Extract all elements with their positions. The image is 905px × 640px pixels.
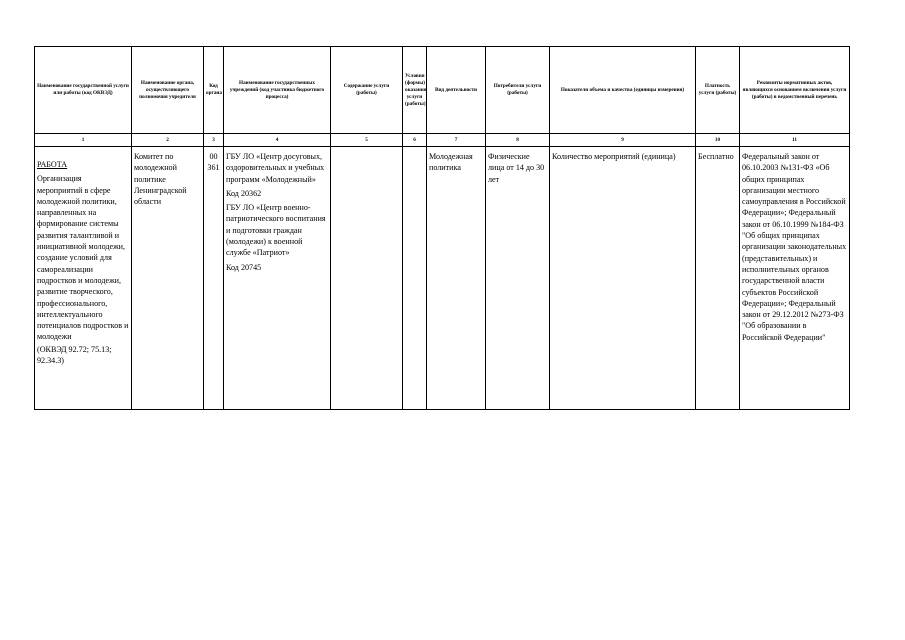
- header-activity: Вид деятельности: [427, 47, 486, 134]
- col-number: 3: [204, 134, 224, 147]
- organ-code-part: 00: [209, 152, 218, 161]
- institution-name: ГБУ ЛО «Центр военно-патриотического воспитания и подготовки граждан (молодежи) к военной службе «Патриот»: [226, 203, 326, 258]
- col-number: 10: [696, 134, 740, 147]
- service-okved-code: (ОКВЭД 92.72; 75.13; 92.34.3): [37, 344, 112, 366]
- col-number: 2: [132, 134, 204, 147]
- col-number: 1: [35, 134, 132, 147]
- col-number: 11: [740, 134, 850, 147]
- col-number: 9: [550, 134, 696, 147]
- cell-consumers: Физические лица от 14 до 30 лет: [486, 147, 550, 410]
- header-conditions: Условия (формы) оказания услуги (работы): [403, 47, 427, 134]
- header-row: [35, 47, 850, 134]
- header-institutions: Наименование государственных учреждений (код участника бюджетного процесса): [224, 47, 331, 134]
- cell-organ: Комитет по молодежной политике Ленинградской области: [132, 147, 204, 410]
- col-number: 8: [486, 134, 550, 147]
- cell-indicators: Количество мероприятий (единица): [550, 147, 696, 410]
- column-number-row: [35, 134, 850, 147]
- header-organ: Наименование органа, осуществляющего полномочия учредителя: [132, 47, 204, 134]
- cell-acts: Федеральный закон от 06.10.2003 №131-ФЗ «Об общих принципах организации местного самоуправления в Российской Федерации»; Федеральный закон от 06.10.1999 №184-ФЗ "Об общих принципах организации законодательных (представительных) и исполнительных органов государственной власти субъектов Российской Федерации»; Федеральный закон от 29.12.2012 №273-ФЗ "Об образовании в Российской Федерации": [740, 147, 850, 410]
- service-title: РАБОТА: [37, 160, 68, 169]
- service-registry-table: [34, 46, 850, 410]
- header-acts: Реквизиты нормативных актов, являющихся основанием включения услуги (работы) в ведомственный перечень: [740, 47, 850, 134]
- header-service: Наименование государственной услуги или работы (код ОКВЭД): [35, 47, 132, 134]
- cell-activity: Молодежная политика: [427, 147, 486, 410]
- header-indicators: Показатели объема и качества (единицы измерения): [550, 47, 696, 134]
- col-number: 5: [331, 134, 403, 147]
- cell-content: [331, 147, 403, 410]
- col-number: 7: [427, 134, 486, 147]
- col-number: 6: [403, 134, 427, 147]
- col-number: 4: [224, 134, 331, 147]
- organ-code-part: 361: [207, 163, 220, 173]
- cell-payment: Бесплатно: [696, 147, 740, 410]
- header-organ-code: Код органа: [204, 47, 224, 134]
- institution-code: Код 20745: [226, 262, 262, 272]
- service-description: Организация мероприятий в сфере молодежной политики, направленных на формирование системы развития талантливой и инициативной молодежи, создание условий для самореализации подростков и молодежи, развитие творческого, профессионального, интеллектуального потенциалов подростков и молодежи: [37, 174, 129, 342]
- institution-name: ГБУ ЛО «Центр досуговых, оздоровительных и учебных программ «Молодежный»: [226, 152, 325, 184]
- header-payment: Платность услуги (работы): [696, 47, 740, 134]
- cell-organ-code: [204, 147, 224, 410]
- header-content: Содержание услуги (работы): [331, 47, 403, 134]
- table-row: [35, 147, 850, 410]
- cell-conditions: [403, 147, 427, 410]
- header-consumers: Потребители услуги (работы): [486, 47, 550, 134]
- cell-institutions: [224, 147, 331, 410]
- institution-code: Код 20362: [226, 188, 262, 198]
- cell-service: [35, 147, 132, 410]
